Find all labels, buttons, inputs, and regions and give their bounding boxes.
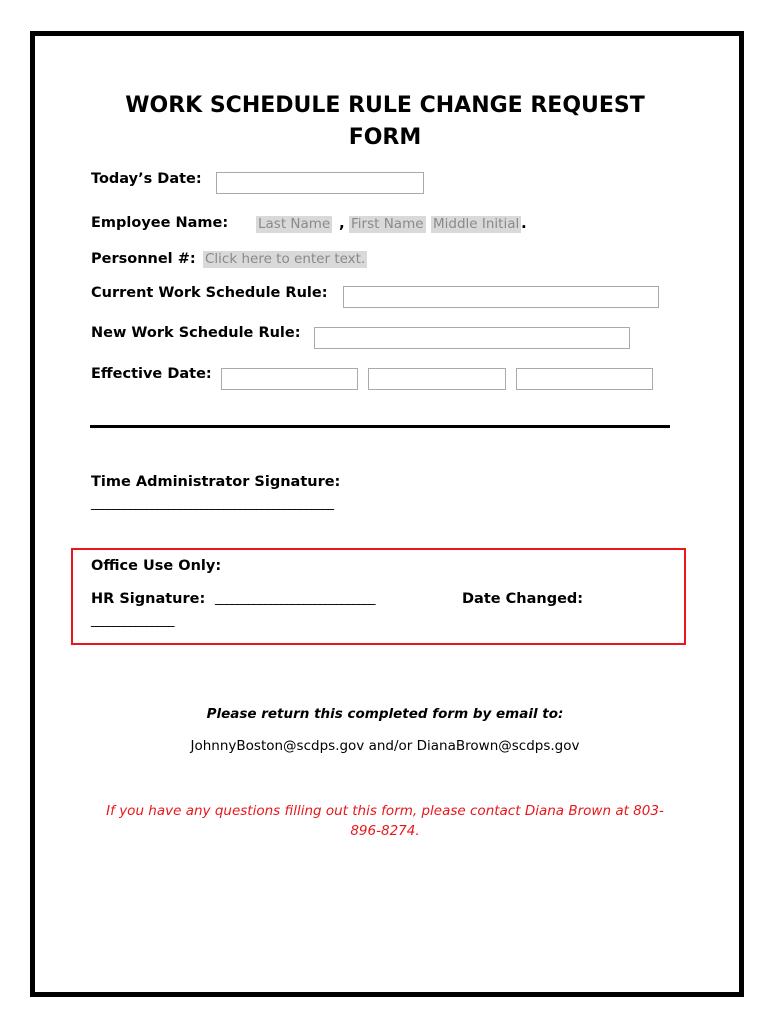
form-title-line1: WORK SCHEDULE RULE CHANGE REQUEST: [125, 93, 645, 118]
effective-date-day-field[interactable]: [368, 368, 506, 390]
new-rule-field[interactable]: [314, 327, 630, 349]
effective-date-month-field[interactable]: [221, 368, 358, 390]
time-admin-signature-label: Time Administrator Signature:: [91, 474, 341, 490]
form-title-line2: FORM: [348, 125, 422, 150]
last-name-field[interactable]: Last Name: [258, 216, 331, 232]
hr-signature-label: HR Signature:: [91, 591, 206, 607]
date-changed-label: Date Changed:: [462, 591, 584, 607]
hr-signature-line[interactable]: _____________________________: [215, 591, 375, 606]
name-period: .: [521, 214, 527, 232]
section-divider: [90, 425, 670, 428]
effective-date-year-field[interactable]: [516, 368, 653, 390]
return-instructions: Please return this completed form by email to:: [206, 706, 564, 722]
todays-date-field[interactable]: [216, 172, 424, 194]
personnel-field[interactable]: Click here to enter text.: [205, 251, 366, 267]
middle-initial-field[interactable]: Middle Initial: [433, 216, 520, 232]
date-changed-line[interactable]: _______________: [91, 613, 174, 628]
form-title: [80, 90, 690, 154]
todays-date-label: Today’s Date:: [91, 171, 202, 187]
contact-note-line2: 896-8274.: [350, 823, 420, 839]
time-admin-signature-line[interactable]: ____________________________________________: [91, 496, 333, 511]
personnel-label: Personnel #:: [91, 251, 196, 267]
return-emails: JohnnyBoston@scdps.gov and/or DianaBrown@scdps.gov: [190, 738, 580, 754]
first-name-field[interactable]: First Name: [351, 216, 424, 232]
name-comma: ,: [339, 214, 345, 232]
office-use-heading: Office Use Only:: [91, 558, 222, 574]
contact-note: [80, 801, 690, 841]
current-rule-label: Current Work Schedule Rule:: [91, 285, 328, 301]
effective-date-label: Effective Date:: [91, 366, 212, 382]
current-rule-field[interactable]: [343, 286, 659, 308]
contact-note-line1: If you have any questions filling out this form, please contact Diana Brown at 803-: [106, 803, 664, 819]
employee-name-label: Employee Name:: [91, 215, 229, 231]
new-rule-label: New Work Schedule Rule:: [91, 325, 301, 341]
